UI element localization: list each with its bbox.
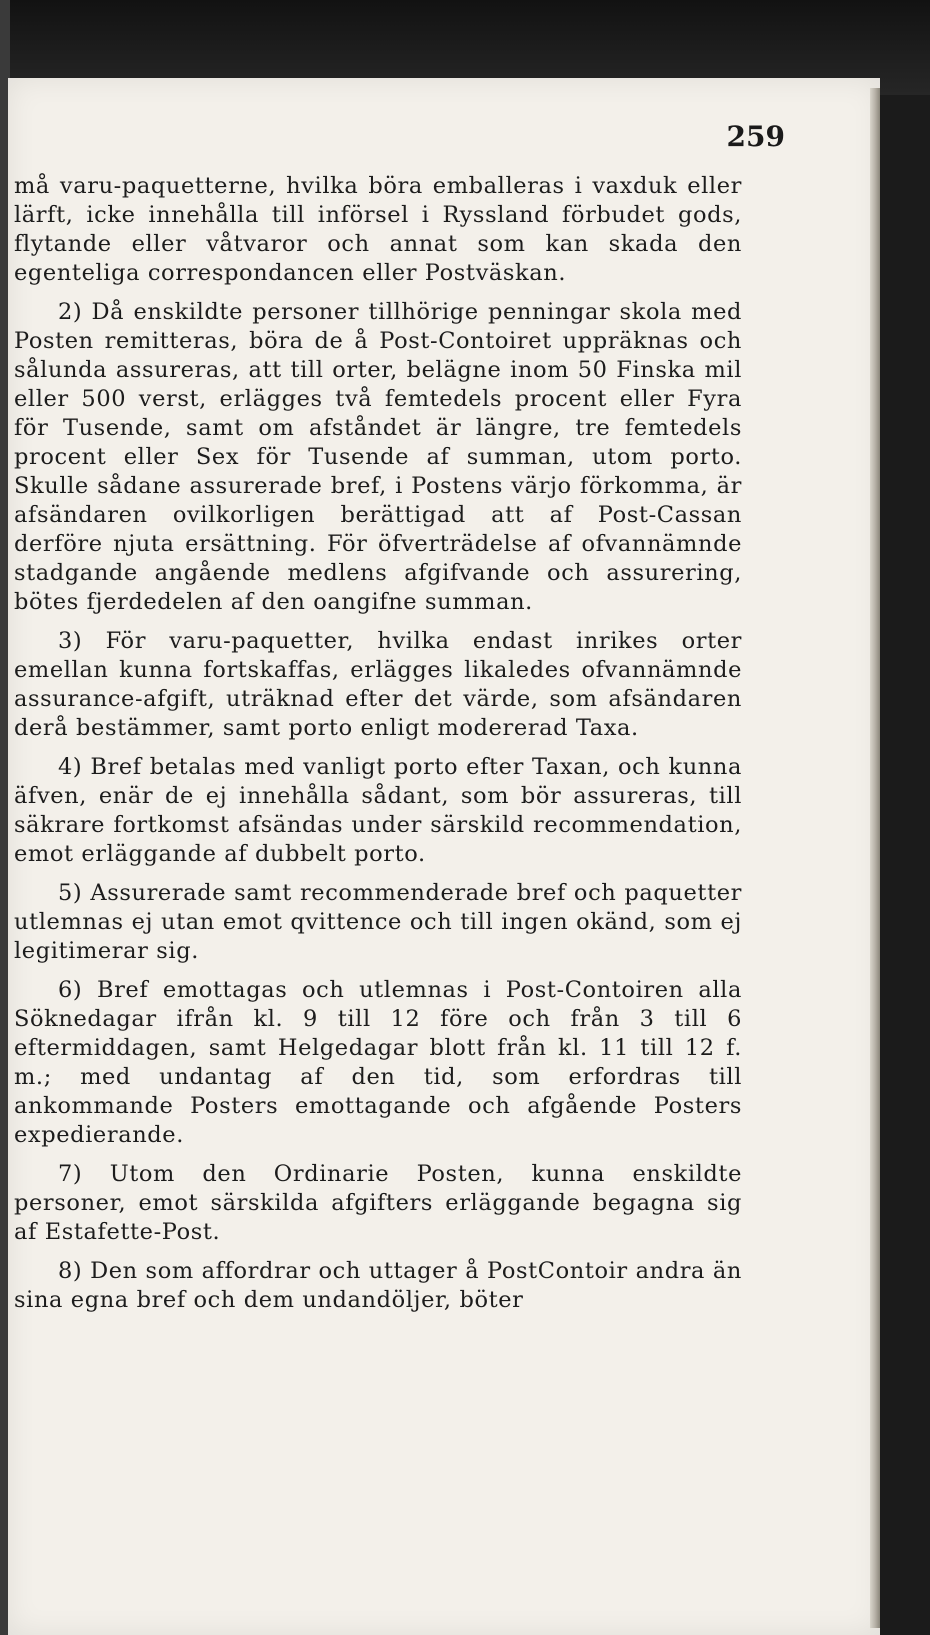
body-text bbox=[14, 172, 742, 1325]
paragraph-text: För varu-paquetter, hvilka endast inrikes orter emellan kunna fortskaffas, erlägges likaledes ofvannämnde assurance-afgift, uträknad efter det värde, som afsändaren derå bestämmer, samt porto enligt modererad Taxa. bbox=[14, 628, 742, 741]
paragraph-text: Utom den Ordinarie Posten, kunna enskildte personer, emot särskilda afgifters erläggande begagna sig af Estafette-Post. bbox=[14, 1161, 742, 1245]
paragraph-4 bbox=[14, 753, 742, 869]
page-edge bbox=[870, 88, 880, 1628]
paragraph-1 bbox=[14, 172, 742, 288]
paragraph-text: Bref betalas med vanligt porto efter Taxan, och kunna äfven, enär de ej innehålla sådant, som bör assureras, till säkrare fortkomst afsändas under särskild recommendation, emot erläggande af dubbelt porto. bbox=[14, 754, 742, 867]
book-page bbox=[8, 78, 880, 1635]
paragraph-8 bbox=[14, 1257, 742, 1315]
paragraph-7 bbox=[14, 1160, 742, 1247]
paragraph-text: Bref emottagas och utlemnas i Post-Contoiren alla Söknedagar ifrån kl. 9 till 12 före och från 3 till 6 eftermiddagen, samt Helgedagar blott från kl. 11 till 12 f. m.; med undantag af den tid, som erfordras till ankommande Posters emottagande och afgående Posters expedierande. bbox=[14, 977, 742, 1148]
paragraph-3 bbox=[14, 627, 742, 743]
paragraph-text: Den som affordrar och uttager å PostContoir andra än sina egna bref och dem undandöljer, böter bbox=[14, 1258, 742, 1313]
paragraph-number: 6) bbox=[58, 977, 83, 1003]
paragraph-number: 4) bbox=[58, 754, 83, 780]
paragraph-number: 8) bbox=[58, 1258, 83, 1284]
paragraph-text: må varu-paquetterne, hvilka böra emballeras i vaxduk eller lärft, icke innehålla till införsel i Ryssland förbudet gods, flytande eller våtvaror och annat som kan skada den egenteliga correspondancen eller Postväskan. bbox=[14, 173, 742, 286]
page-number: 259 bbox=[726, 120, 785, 153]
paragraph-text: Då enskildte personer tillhörige penningar skola med Posten remitteras, böra de å Post-Contoiret uppräknas och sålunda assureras, att till orter, belägne inom 50 Finska mil eller 500 verst, erlägges två femtedels procent eller Fyra för Tusende, samt om afståndet är längre, tre femtedels procent eller Sex för Tusende af summan, utom porto. Skulle sådane assurerade bref, i Postens värjo förkomma, är afsändaren ovilkorligen berättigad att af Post-Cassan derföre njuta ersättning. För öfverträdelse af ofvannämnde stadgande angående medlens afgifvande och assurering, bötes fjerdedelen af den oangifne summan. bbox=[14, 299, 742, 615]
paragraph-number: 2) bbox=[58, 299, 83, 325]
paragraph-6 bbox=[14, 976, 742, 1150]
paragraph-number: 7) bbox=[58, 1161, 83, 1187]
paragraph-number: 5) bbox=[58, 880, 83, 906]
paragraph-2 bbox=[14, 298, 742, 617]
paragraph-number: 3) bbox=[58, 628, 83, 654]
paragraph-text: Assurerade samt recommenderade bref och paquetter utlemnas ej utan emot qvittence och till ingen okänd, som ej legitimerar sig. bbox=[14, 880, 742, 964]
paragraph-5 bbox=[14, 879, 742, 966]
